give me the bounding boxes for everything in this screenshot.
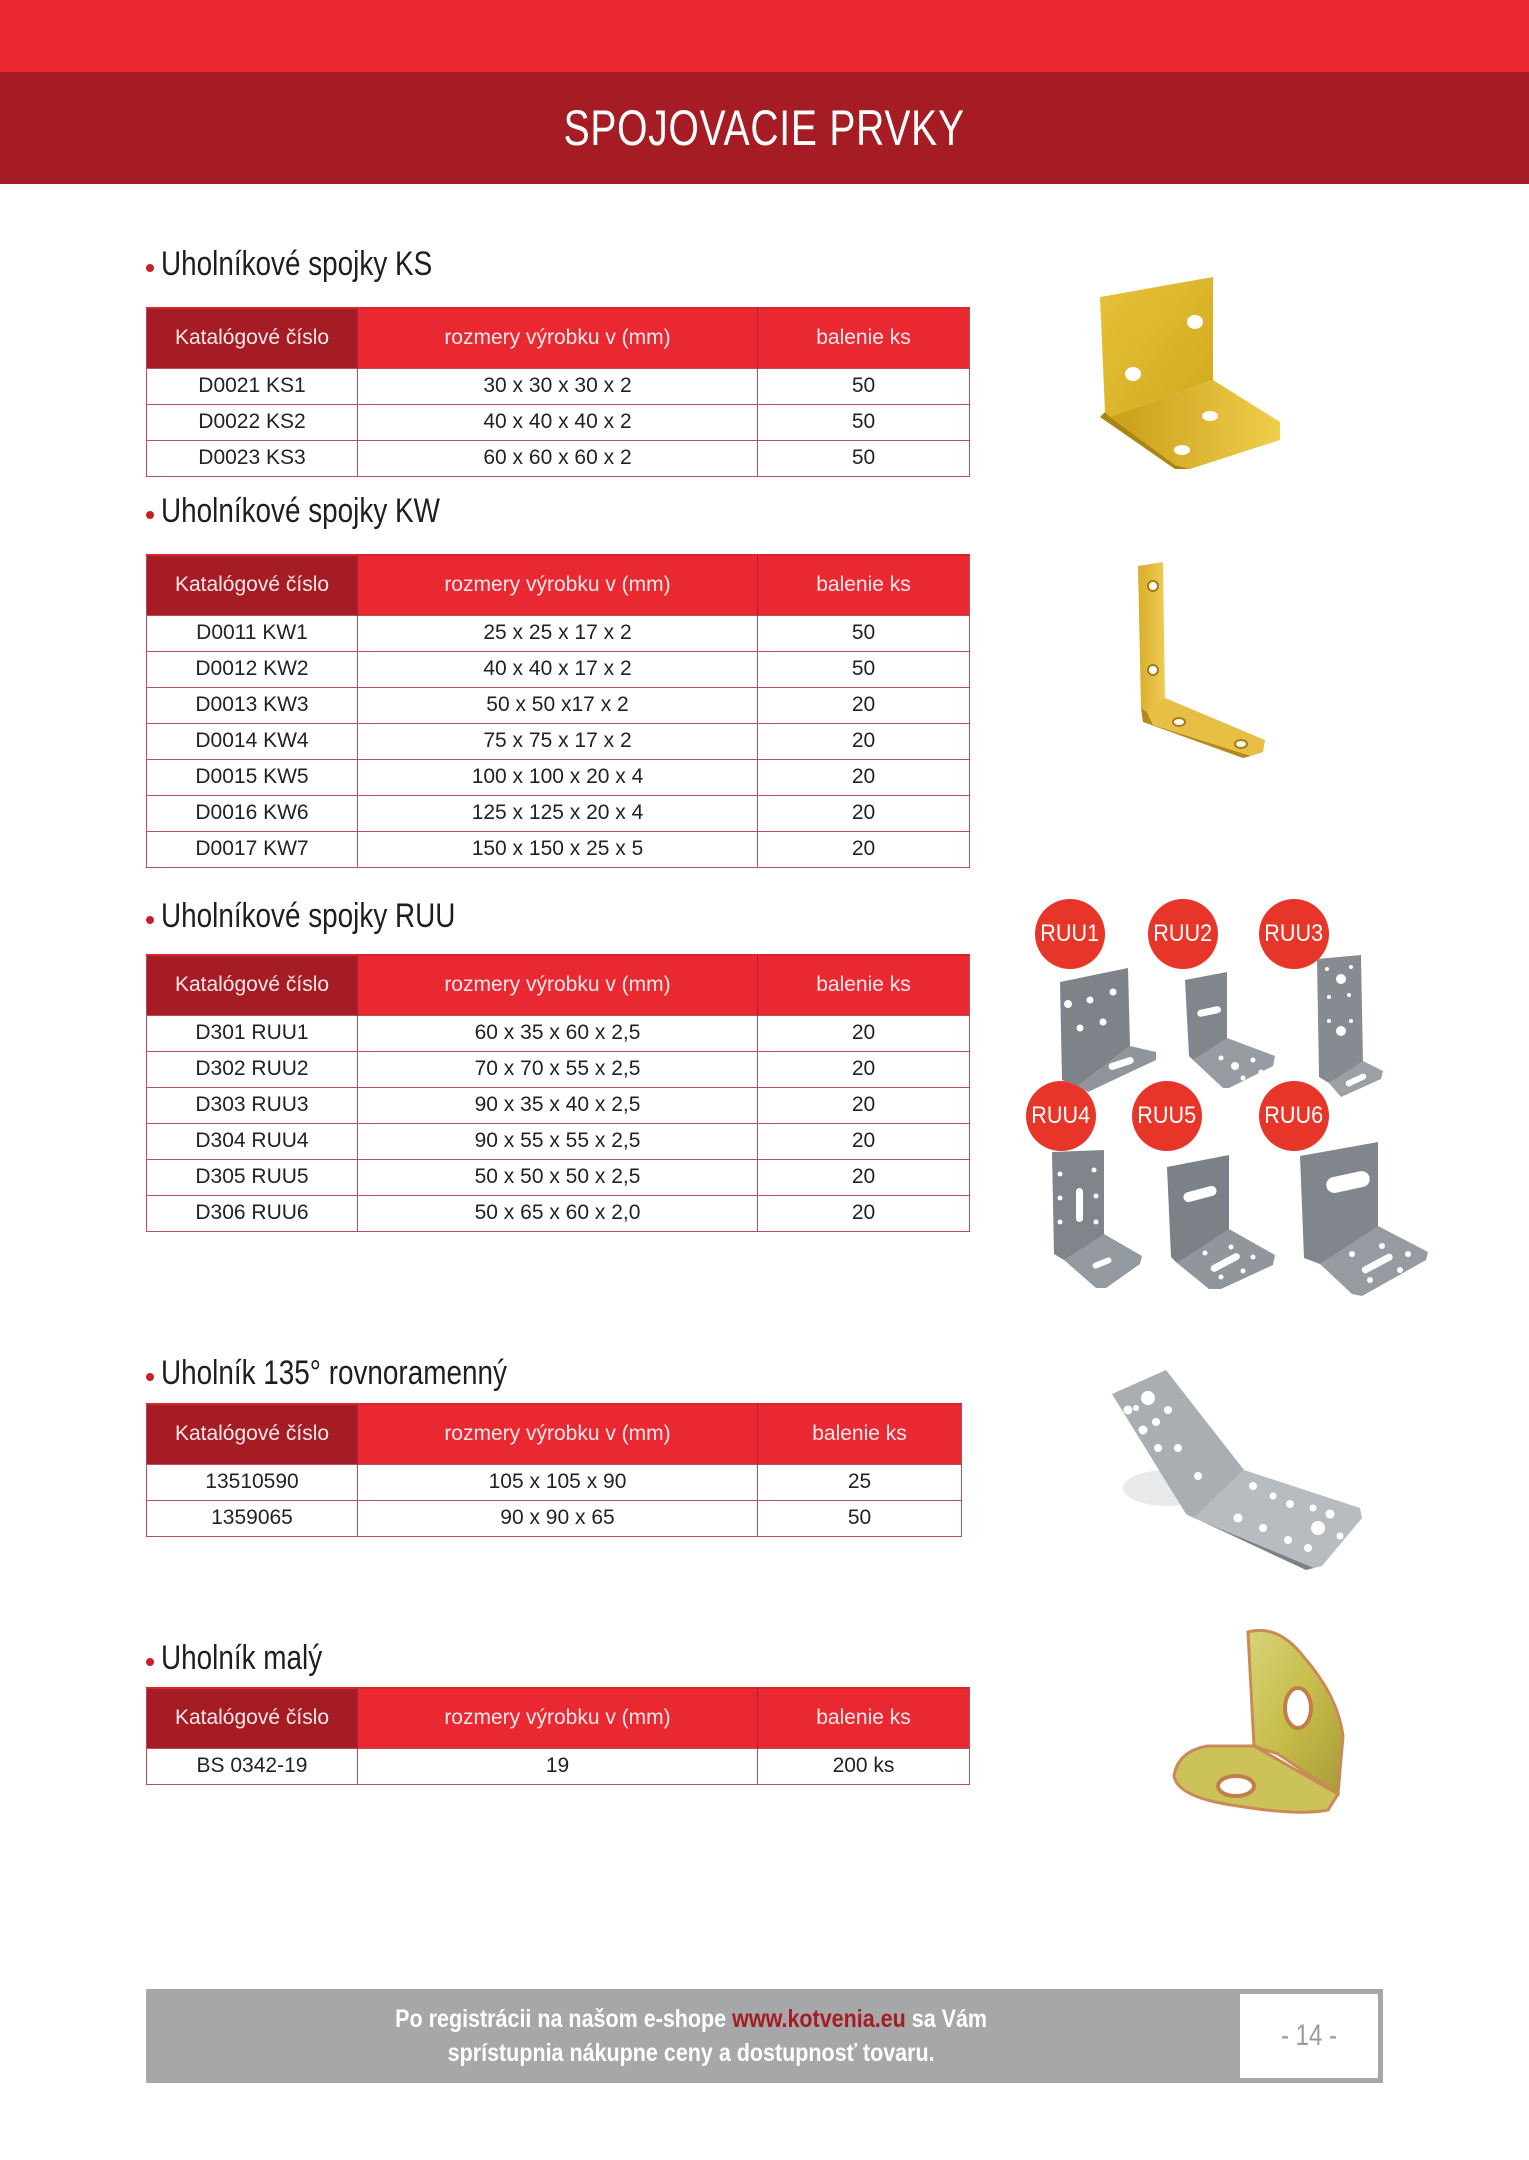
dimensions-cell: 75 x 75 x 17 x 2 — [358, 723, 758, 759]
package-qty-cell: 50 — [758, 440, 970, 476]
package-qty-cell: 50 — [758, 368, 970, 404]
catalog-number-cell: D301 RUU1 — [147, 1015, 358, 1051]
dimensions-cell: 40 x 40 x 40 x 2 — [358, 404, 758, 440]
ruu6-badge: RUU6 — [1259, 1081, 1329, 1151]
package-qty-cell: 50 — [758, 404, 970, 440]
column-header: Katalógové číslo — [147, 955, 358, 1015]
catalog-number-cell: D0022 KS2 — [147, 404, 358, 440]
table-row — [147, 1087, 970, 1123]
section-heading-ruu — [146, 896, 520, 936]
table-row — [147, 1123, 970, 1159]
ks-bracket-image — [1095, 272, 1285, 472]
column-header: balenie ks — [758, 555, 970, 615]
catalog-number-cell: D0015 KW5 — [147, 759, 358, 795]
table-row — [147, 687, 970, 723]
ruu2-badge: RUU2 — [1148, 899, 1218, 969]
bullet-icon — [146, 1373, 154, 1381]
section-heading-maly — [146, 1638, 358, 1678]
table-header-row — [147, 1688, 970, 1748]
table-header-row — [147, 1404, 962, 1464]
section-heading-text: Uholníkové spojky KW — [161, 491, 440, 530]
table-header-row — [147, 308, 970, 368]
ruu4-badge: RUU4 — [1026, 1081, 1096, 1151]
table-row — [147, 1015, 970, 1051]
table-row — [147, 1195, 970, 1231]
table-header-row — [147, 955, 970, 1015]
bullet-icon — [146, 1658, 154, 1666]
ruu5-image — [1165, 1155, 1277, 1290]
table-row — [147, 831, 970, 867]
catalog-number-cell: 1359065 — [147, 1500, 358, 1536]
bullet-icon — [146, 511, 154, 519]
ruu2-image — [1183, 970, 1278, 1090]
dimensions-cell: 50 x 65 x 60 x 2,0 — [358, 1195, 758, 1231]
column-header: balenie ks — [758, 308, 970, 368]
section-heading-text: Uholník 135° rovnoramenný — [161, 1353, 507, 1392]
dimensions-cell: 90 x 35 x 40 x 2,5 — [358, 1087, 758, 1123]
table-row — [147, 1051, 970, 1087]
table-row — [147, 404, 970, 440]
catalog-number-cell: 13510590 — [147, 1464, 358, 1500]
table-row — [147, 368, 970, 404]
dimensions-cell: 150 x 150 x 25 x 5 — [358, 831, 758, 867]
dimensions-cell: 90 x 90 x 65 — [358, 1500, 758, 1536]
column-header: rozmery výrobku v (mm) — [358, 308, 758, 368]
title-band — [0, 72, 1529, 184]
package-qty-cell: 20 — [758, 1159, 970, 1195]
dimensions-cell: 100 x 100 x 20 x 4 — [358, 759, 758, 795]
column-header: rozmery výrobku v (mm) — [358, 555, 758, 615]
page-number: - 14 - — [1280, 2019, 1338, 2052]
top-band — [0, 0, 1529, 72]
ruu1-image — [1058, 964, 1158, 1094]
ruu3-badge: RUU3 — [1259, 899, 1329, 969]
package-qty-cell: 20 — [758, 687, 970, 723]
table-row — [147, 1159, 970, 1195]
angle-135-image — [1108, 1368, 1366, 1574]
catalog-number-cell: D302 RUU2 — [147, 1051, 358, 1087]
package-qty-cell: 200 ks — [758, 1748, 970, 1784]
table-kw — [146, 554, 970, 868]
package-qty-cell: 20 — [758, 1195, 970, 1231]
ruu3-image — [1315, 955, 1385, 1100]
catalog-number-cell: BS 0342-19 — [147, 1748, 358, 1784]
ruu1-badge: RUU1 — [1035, 899, 1105, 969]
table-row — [147, 723, 970, 759]
ruu6-image — [1298, 1142, 1430, 1297]
section-heading-text: Uholníkové spojky RUU — [161, 896, 456, 935]
footer-bar — [146, 1989, 1383, 2083]
catalog-number-cell: D306 RUU6 — [147, 1195, 358, 1231]
dimensions-cell: 60 x 60 x 60 x 2 — [358, 440, 758, 476]
catalog-number-cell: D305 RUU5 — [147, 1159, 358, 1195]
package-qty-cell: 50 — [758, 651, 970, 687]
table-row — [147, 1748, 970, 1784]
page-title: SPOJOVACIE PRVKY — [563, 100, 966, 156]
ruu5-badge: RUU5 — [1132, 1081, 1202, 1151]
section-heading-text: Uholníkové spojky KS — [161, 244, 433, 283]
column-header: balenie ks — [758, 955, 970, 1015]
table-row — [147, 440, 970, 476]
section-heading-135 — [146, 1353, 583, 1393]
table-row — [147, 1464, 962, 1500]
catalog-number-cell: D0023 KS3 — [147, 440, 358, 476]
footer-message — [146, 1989, 1236, 2083]
column-header: rozmery výrobku v (mm) — [358, 1404, 758, 1464]
catalog-number-cell: D303 RUU3 — [147, 1087, 358, 1123]
footer-line-2: sprístupnia nákupne ceny a dostupnosť tovaru. — [447, 2039, 935, 2067]
catalog-number-cell: D0011 KW1 — [147, 615, 358, 651]
dimensions-cell: 19 — [358, 1748, 758, 1784]
catalog-number-cell: D0021 KS1 — [147, 368, 358, 404]
dimensions-cell: 40 x 40 x 17 x 2 — [358, 651, 758, 687]
catalog-number-cell: D0016 KW6 — [147, 795, 358, 831]
catalog-number-cell: D0017 KW7 — [147, 831, 358, 867]
package-qty-cell: 20 — [758, 1087, 970, 1123]
footer-text: sa Vám — [905, 2005, 987, 2033]
table-ks — [146, 307, 970, 477]
dimensions-cell: 50 x 50 x17 x 2 — [358, 687, 758, 723]
eshop-link[interactable]: www.kotvenia.eu — [732, 2005, 906, 2033]
table-ruu — [146, 954, 970, 1232]
footer-line-1 — [395, 2002, 987, 2036]
column-header: Katalógové číslo — [147, 555, 358, 615]
dimensions-cell: 30 x 30 x 30 x 2 — [358, 368, 758, 404]
table-row — [147, 651, 970, 687]
dimensions-cell: 125 x 125 x 20 x 4 — [358, 795, 758, 831]
package-qty-cell: 20 — [758, 1123, 970, 1159]
table-row — [147, 795, 970, 831]
column-header: rozmery výrobku v (mm) — [358, 955, 758, 1015]
table-maly — [146, 1687, 970, 1785]
package-qty-cell: 20 — [758, 1051, 970, 1087]
package-qty-cell: 20 — [758, 1015, 970, 1051]
section-heading-text: Uholník malý — [161, 1638, 323, 1677]
package-qty-cell: 20 — [758, 723, 970, 759]
package-qty-cell: 20 — [758, 831, 970, 867]
ruu4-image — [1050, 1150, 1145, 1290]
section-heading-kw — [146, 491, 501, 531]
dimensions-cell: 70 x 70 x 55 x 2,5 — [358, 1051, 758, 1087]
dimensions-cell: 25 x 25 x 17 x 2 — [358, 615, 758, 651]
column-header: Katalógové číslo — [147, 1404, 358, 1464]
catalog-number-cell: D0013 KW3 — [147, 687, 358, 723]
package-qty-cell: 20 — [758, 795, 970, 831]
dimensions-cell: 50 x 50 x 50 x 2,5 — [358, 1159, 758, 1195]
catalog-number-cell: D304 RUU4 — [147, 1123, 358, 1159]
dimensions-cell: 105 x 105 x 90 — [358, 1464, 758, 1500]
table-row — [147, 1500, 962, 1536]
package-qty-cell: 50 — [758, 615, 970, 651]
column-header: rozmery výrobku v (mm) — [358, 1688, 758, 1748]
column-header: Katalógové číslo — [147, 1688, 358, 1748]
table-row — [147, 615, 970, 651]
package-qty-cell: 50 — [758, 1500, 962, 1536]
package-qty-cell: 20 — [758, 759, 970, 795]
bullet-icon — [146, 916, 154, 924]
page-number-box — [1240, 1994, 1378, 2078]
table-row — [147, 759, 970, 795]
kw-bracket-image — [1133, 560, 1268, 760]
catalog-number-cell: D0012 KW2 — [147, 651, 358, 687]
column-header: balenie ks — [758, 1404, 962, 1464]
dimensions-cell: 60 x 35 x 60 x 2,5 — [358, 1015, 758, 1051]
catalog-number-cell: D0014 KW4 — [147, 723, 358, 759]
footer-text: Po registrácii na našom e-shope — [395, 2005, 733, 2033]
table-135 — [146, 1403, 962, 1537]
package-qty-cell: 25 — [758, 1464, 962, 1500]
bullet-icon — [146, 264, 154, 272]
column-header: Katalógové číslo — [147, 308, 358, 368]
section-heading-ks — [146, 244, 492, 284]
column-header: balenie ks — [758, 1688, 970, 1748]
dimensions-cell: 90 x 55 x 55 x 2,5 — [358, 1123, 758, 1159]
angle-small-image — [1148, 1626, 1352, 1818]
table-header-row — [147, 555, 970, 615]
